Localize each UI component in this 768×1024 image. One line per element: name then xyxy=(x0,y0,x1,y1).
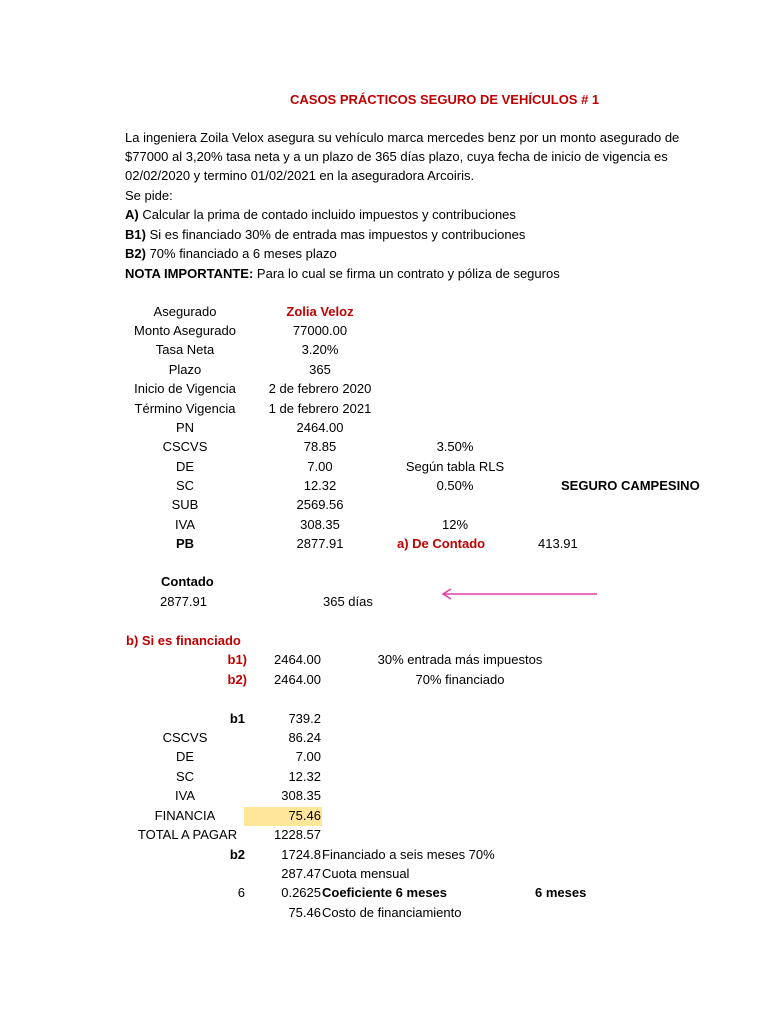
iva-label: IVA xyxy=(175,517,195,532)
fin-b2-note: 70% financiado xyxy=(415,672,505,687)
b2-sub-text: Financiado a seis meses 70% xyxy=(322,847,495,862)
de-value: 7.00 xyxy=(307,459,333,474)
termino-value: 1 de febrero 2021 xyxy=(268,401,372,416)
termino-label: Término Vigencia xyxy=(134,401,236,416)
fin-b2-value: 2464.00 xyxy=(274,672,321,687)
task-a-text: Calcular la prima de contado incluido impuestos y contribuciones xyxy=(138,207,516,222)
pn-label: PN xyxy=(175,420,195,435)
costo-text: Costo de financiamiento xyxy=(322,905,462,920)
fin-b2-label: b2) xyxy=(227,672,247,687)
coef-value: 0.2625 xyxy=(281,885,321,900)
pb-note: a) De Contado xyxy=(397,536,486,551)
pb-value: 2877.91 xyxy=(296,536,344,551)
financia-label: FINANCIA xyxy=(154,808,216,823)
contado-value: 2877.91 xyxy=(160,594,207,609)
financiado-heading: b) Si es financiado xyxy=(126,633,241,648)
intro-line-3: 02/02/2020 y termino 01/02/2021 en la aseguradora Arcoiris. xyxy=(125,168,475,183)
plazo-label: Plazo xyxy=(168,362,202,377)
fin-de-value: 7.00 xyxy=(295,749,321,764)
b1-sub-label: b1 xyxy=(229,711,245,726)
tasa-label: Tasa Neta xyxy=(155,342,215,357)
task-a-label: A) xyxy=(125,207,139,222)
contado-label: Contado xyxy=(161,574,214,589)
asegurado-label: Asegurado xyxy=(153,304,217,319)
cscvs-rate: 3.50% xyxy=(436,439,474,454)
fin-iva-value: 308.35 xyxy=(281,788,321,803)
intro-line-1: La ingeniera Zoila Velox asegura su vehículo marca mercedes benz por un monto asegurado de xyxy=(125,130,680,145)
task-a xyxy=(125,205,605,224)
sc-extra: SEGURO CAMPESINO xyxy=(561,478,700,493)
contado-days: 365 días xyxy=(323,594,373,609)
fin-de-label: DE xyxy=(175,749,195,764)
task-b1-text: Si es financiado 30% de entrada mas impuestos y contribuciones xyxy=(145,227,526,242)
nota-importante xyxy=(125,264,605,283)
intro-line-2: $77000 al 3,20% tasa neta y a un plazo de 365 días plazo, cuya fecha de inicio de vigencia es xyxy=(125,149,668,164)
fin-b1-note: 30% entrada más impuestos xyxy=(377,652,543,667)
sc-value: 12.32 xyxy=(303,478,337,493)
fin-sc-label: SC xyxy=(175,769,195,784)
inicio-value: 2 de febrero 2020 xyxy=(268,381,372,396)
task-b1 xyxy=(125,225,605,244)
monto-label: Monto Asegurado xyxy=(134,323,236,338)
fin-iva-label: IVA xyxy=(175,788,195,803)
fin-cscvs-value: 86.24 xyxy=(288,730,321,745)
sc-rate: 0.50% xyxy=(436,478,474,493)
costo-value: 75.46 xyxy=(288,905,321,920)
iva-rate: 12% xyxy=(441,517,469,532)
nota-text: Para lo cual se firma un contrato y póliza de seguros xyxy=(253,266,560,281)
task-b2 xyxy=(125,244,605,263)
pb-extra: 413.91 xyxy=(538,536,578,551)
sub-label: SUB xyxy=(171,497,199,512)
sub-value: 2569.56 xyxy=(296,497,344,512)
plazo-value: 365 xyxy=(309,362,331,377)
fin-sc-value: 12.32 xyxy=(288,769,321,784)
b1-sub-value: 739.2 xyxy=(288,711,321,726)
total-value: 1228.57 xyxy=(274,827,321,842)
financia-value: 75.46 xyxy=(288,808,321,823)
b2-sub-value: 1724.8 xyxy=(281,847,321,862)
asegurado-value: Zolia Veloz xyxy=(286,304,354,319)
inicio-label: Inicio de Vigencia xyxy=(134,381,236,396)
cuota-text: Cuota mensual xyxy=(322,866,410,881)
nota-label: NOTA IMPORTANTE: xyxy=(125,266,254,281)
intro-line-4: Se pide: xyxy=(125,188,173,203)
meses-text: 6 meses xyxy=(535,885,587,900)
fin-b1-value: 2464.00 xyxy=(274,652,321,667)
tasa-value: 3.20% xyxy=(301,342,339,357)
six-label: 6 xyxy=(237,885,245,900)
de-label: DE xyxy=(175,459,195,474)
fin-b1-label: b1) xyxy=(227,652,247,667)
pn-value: 2464.00 xyxy=(296,420,344,435)
pb-label: PB xyxy=(175,536,195,551)
coef-text: Coeficiente 6 meses xyxy=(322,885,448,900)
cscvs-value: 78.85 xyxy=(303,439,337,454)
cscvs-label: CSCVS xyxy=(162,439,208,454)
arrow-left-icon xyxy=(440,586,600,602)
b2-sub-label: b2 xyxy=(229,847,245,862)
fin-cscvs-label: CSCVS xyxy=(162,730,208,745)
cuota-value: 287.47 xyxy=(281,866,321,881)
iva-value: 308.35 xyxy=(300,517,340,532)
task-b1-label: B1) xyxy=(125,227,146,242)
page-title: CASOS PRÁCTICOS SEGURO DE VEHÍCULOS # 1 xyxy=(290,92,600,107)
sc-label: SC xyxy=(175,478,195,493)
task-b2-text: 70% financiado a 6 meses plazo xyxy=(145,246,337,261)
task-b2-label: B2) xyxy=(125,246,146,261)
de-note: Según tabla RLS xyxy=(405,459,505,474)
total-label: TOTAL A PAGAR xyxy=(137,827,238,842)
monto-value: 77000.00 xyxy=(292,323,348,338)
